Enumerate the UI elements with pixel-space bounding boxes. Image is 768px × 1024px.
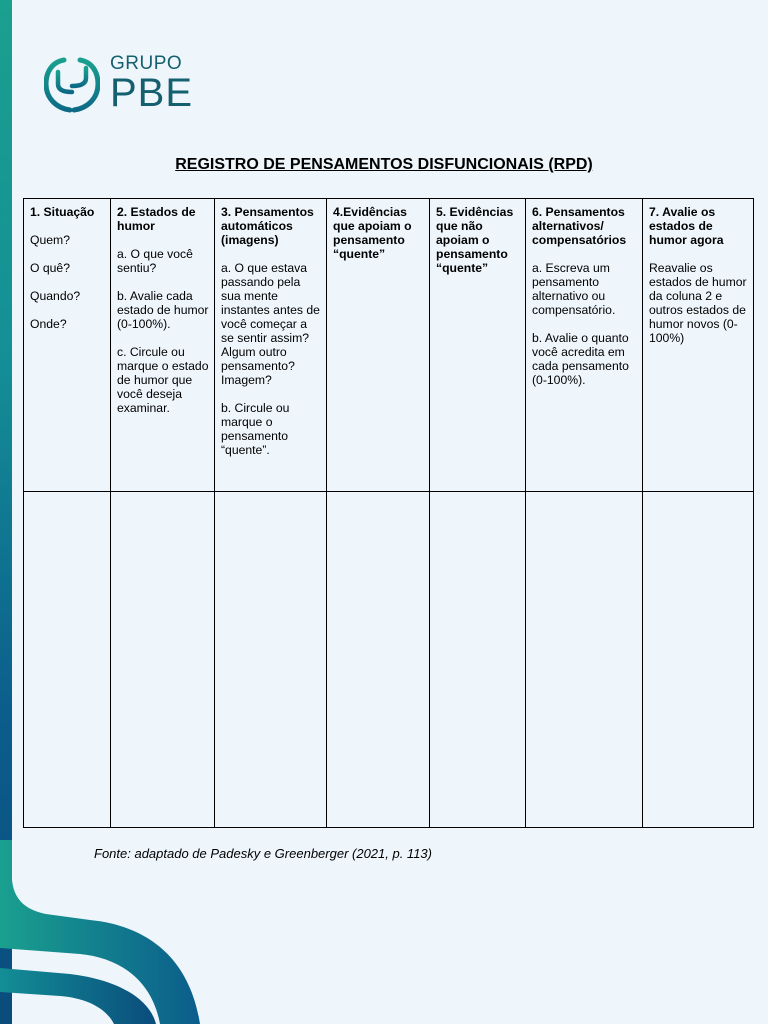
column-text: a. O que você sentiu? xyxy=(117,247,193,275)
column-text: a. Escreva um pensamento alternativo ou compensatório. xyxy=(532,261,616,317)
column-text: b. Avalie o quanto você acredita em cada pensamento (0-100%). xyxy=(532,331,629,387)
column-text: a. O que estava passando pela sua mente instantes antes de você começar a se sentir assim? Algum outro pensamento? Imagem? xyxy=(221,261,320,387)
column-text: Reavalie os estados de humor da coluna 2 e outros estados de humor novos (0-100%) xyxy=(649,261,747,345)
logo-line2: PBE xyxy=(110,70,194,115)
column-situacao xyxy=(24,199,111,492)
entry-cell-evidencias-apoiam[interactable] xyxy=(327,492,430,828)
header-row xyxy=(24,199,754,492)
column-text: Quando? xyxy=(30,289,81,303)
column-pensamentos-automaticos xyxy=(215,199,327,492)
column-text: O quê? xyxy=(30,261,70,275)
column-header: 6. Pensamentos alternativos/ compensatórios xyxy=(532,205,627,247)
logo xyxy=(44,50,193,116)
page-title: REGISTRO DE PENSAMENTOS DISFUNCIONAIS (RPD) xyxy=(175,156,593,173)
column-header: 1. Situação xyxy=(30,205,95,219)
rpd-table xyxy=(23,198,754,828)
column-avalie-humor xyxy=(643,199,754,492)
logo-text xyxy=(110,54,193,113)
column-header: 4.Evidências que apoiam o pensamento “quente” xyxy=(333,205,412,261)
entry-cell-avalie-humor[interactable] xyxy=(643,492,754,828)
column-header: 2. Estados de humor xyxy=(117,205,196,233)
column-header: 3. Pensamentos automáticos (imagens) xyxy=(221,205,314,247)
column-text: Onde? xyxy=(30,317,67,331)
entry-row xyxy=(24,492,754,828)
entry-cell-evidencias-nao-apoiam[interactable] xyxy=(430,492,526,828)
column-estados-de-humor xyxy=(111,199,215,492)
entry-cell-estados-de-humor[interactable] xyxy=(111,492,215,828)
column-text: Quem? xyxy=(30,233,70,247)
column-text: c. Circule ou marque o estado de humor que você deseja examinar. xyxy=(117,345,209,415)
logo-line1: GRUPO xyxy=(110,52,183,74)
column-evidencias-apoiam xyxy=(327,199,430,492)
entry-cell-situacao[interactable] xyxy=(24,492,111,828)
column-text: b. Circule ou marque o pensamento “quente”. xyxy=(221,401,290,457)
column-pensamentos-alternativos xyxy=(526,199,643,492)
entry-cell-pensamentos-automaticos[interactable] xyxy=(215,492,327,828)
source-citation: Fonte: adaptado de Padesky e Greenberger (2021, p. 113) xyxy=(94,846,432,861)
column-header: 7. Avalie os estados de humor agora xyxy=(649,205,724,247)
column-evidencias-nao-apoiam xyxy=(430,199,526,492)
bottom-wave-decoration xyxy=(0,840,220,1024)
column-header: 5. Evidências que não apoiam o pensamento “quente” xyxy=(436,205,514,275)
entry-cell-pensamentos-alternativos[interactable] xyxy=(526,492,643,828)
column-text: b. Avalie cada estado de humor (0-100%). xyxy=(117,289,209,331)
cactus-logo-icon xyxy=(44,50,100,116)
